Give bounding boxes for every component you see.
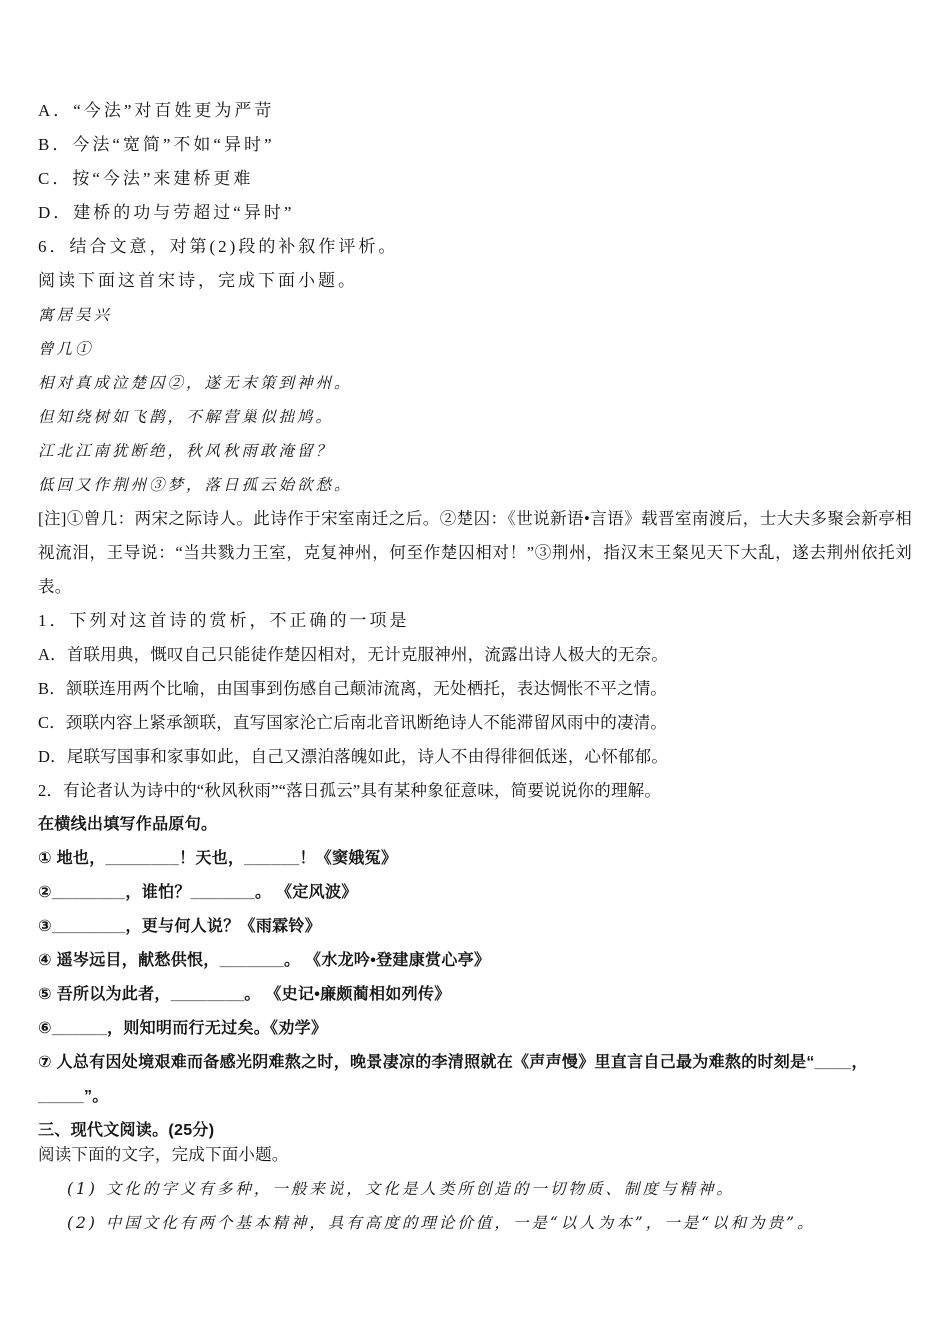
poem-line-1: 相对真成泣楚囚②，遂无末策到神州。: [38, 374, 353, 392]
poem-section: [38, 264, 912, 808]
q1-option-a: A．首联用典，慨叹自己只能徒作楚囚相对，无计克服神州，流露出诗人极大的无奈。: [38, 645, 669, 664]
prev-question-options: [38, 94, 912, 230]
dictation-item-7-line-2: _____”。: [38, 1088, 109, 1105]
section-3-heading: 三、现代文阅读。(25分): [38, 1122, 215, 1139]
reading-para-1: (1) 文化的字义有多种，一般来说，文化是人类所创造的一切物质、制度与精神。: [67, 1180, 735, 1198]
prev-option-a: A．“今法”对百姓更为严苛: [38, 101, 275, 120]
dictation-item-5: ⑤ 吾所以为此者，________。 《史记•廉颇蔺相如列传》: [38, 986, 451, 1003]
dictation-item-3: ③________，更与何人说？《雨霖铃》: [38, 918, 322, 935]
prev-option-d: D．建桥的功与劳超过“异时”: [38, 203, 295, 222]
dictation-item-4: ④ 遥岑远目，献愁供恨，_______。 《水龙吟•登建康赏心亭》: [38, 952, 491, 969]
dictation-section: [38, 808, 912, 1114]
dictation-item-2: ②________，谁怕？_______。 《定风波》: [38, 884, 358, 901]
modern-text-section: [38, 1114, 912, 1240]
dictation-item-6: ⑥______，则知明而行无过矣。《劝学》: [38, 1020, 328, 1037]
poem-note: [注]①曾几：两宋之际诗人。此诗作于宋室南迁之后。②楚囚：《世说新语•言语》载晋室南渡后，士大夫多聚会新亭相视流泪，王导说：“当共戮力王室，克复神州，何至作楚囚相对！”③荆州，指汉末王粲见天下大乱，遂去荆州依托刘表。: [38, 509, 912, 596]
dictation-item-1: ① 地也，________！天也，______！《窦娥冤》: [38, 850, 398, 867]
question-6: 6．结合文意，对第(2)段的补叙作评析。: [38, 237, 399, 256]
prev-option-c: C．按“今法”来建桥更难: [38, 169, 254, 188]
poem-intro: 阅读下面这首宋诗，完成下面小题。: [38, 271, 358, 290]
poem-title: 寓居吴兴: [38, 306, 113, 324]
q1-option-c: C．颈联内容上紧承颔联，直写国家沦亡后南北音讯断绝诗人不能滞留风雨中的凄清。: [38, 713, 668, 732]
question-2: 2．有论者认为诗中的“秋风秋雨”“落日孤云”具有某种象征意味，简要说说你的理解。: [38, 781, 662, 800]
poem-line-3: 江北江南犹断绝，秋风秋雨敢淹留？: [38, 442, 335, 460]
poem-line-2: 但知绕树如飞鹊，不解营巢似拙鸠。: [38, 408, 335, 426]
reading-para-2: (2) 中国文化有两个基本精神，具有高度的理论价值，一是“以人为本”，一是“以和为贵”。: [67, 1214, 816, 1232]
prev-option-b: B．今法“宽简”不如“异时”: [38, 135, 275, 154]
dictation-item-7-line-1: ⑦ 人总有因处境艰难而备感光阴难熬之时，晚景凄凉的李清照就在《声声慢》里直言自己最为难熬的时刻是“____，: [38, 1054, 868, 1071]
section-3-intro: 阅读下面的文字，完成下面小题。: [38, 1145, 289, 1164]
poem-author: 曾几①: [38, 340, 94, 358]
q1-option-d: D．尾联写国事和家事如此，自己又漂泊落魄如此，诗人不由得徘徊低迷，心怀郁郁。: [38, 747, 669, 766]
q1-stem: 1．下列对这首诗的赏析，不正确的一项是: [38, 611, 410, 630]
dictation-heading: 在横线出填写作品原句。: [38, 816, 218, 833]
poem-line-4: 低回又作荆州③梦，落日孤云始欲愁。: [38, 476, 353, 494]
q1-option-b: B．颔联连用两个比喻，由国事到伤感自己颠沛流离，无处栖托，表达惆怅不平之情。: [38, 679, 668, 698]
